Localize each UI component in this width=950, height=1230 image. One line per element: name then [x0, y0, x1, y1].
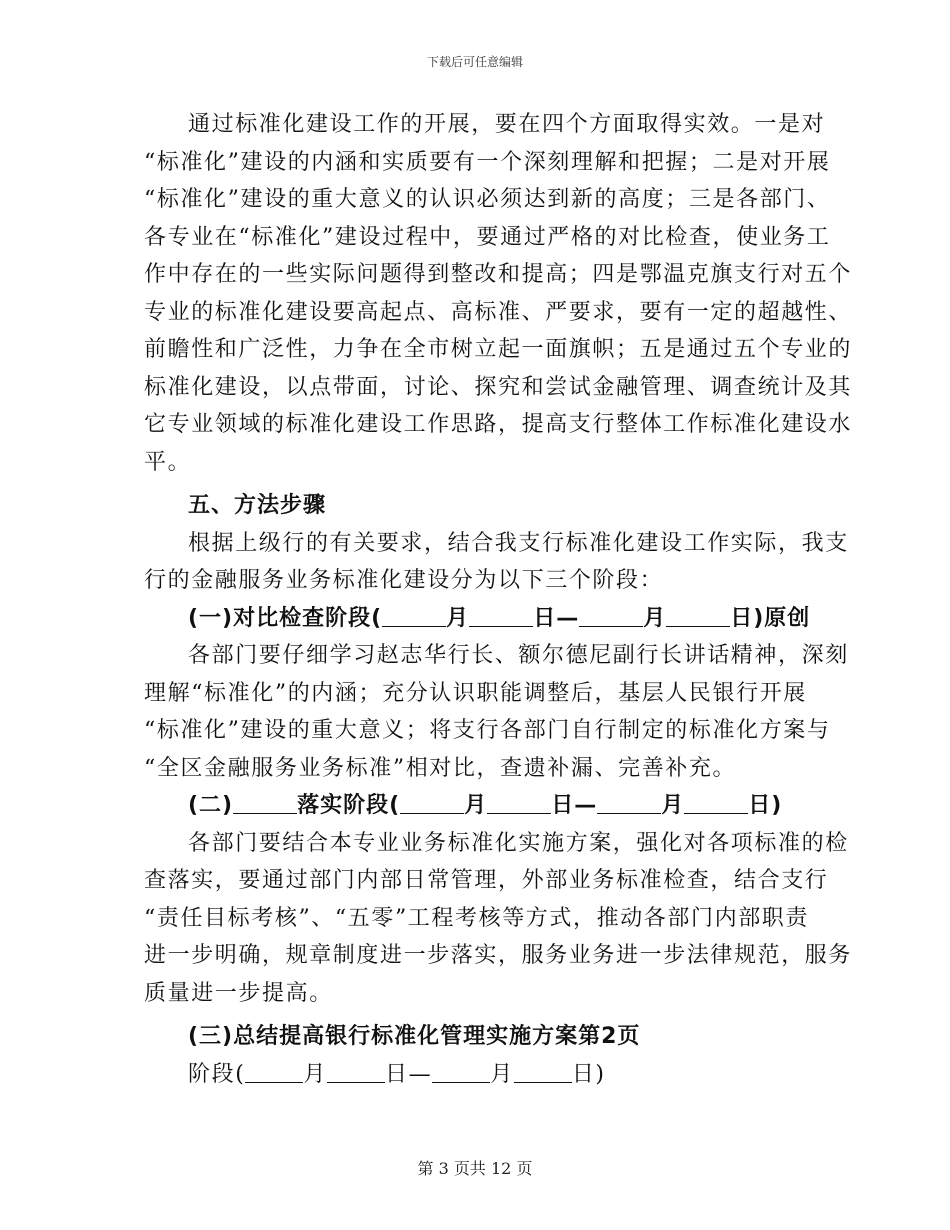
text-line: 质量进一步提高。 — [144, 980, 333, 1006]
text-line: “标准化”建设的重大意义；将支行各部门自行制定的标准化方案与 — [144, 718, 831, 743]
blank-field — [432, 1060, 490, 1083]
blank-field — [469, 604, 533, 627]
stage-3-dates: 阶段( 月 日— 月 日) — [188, 1061, 606, 1087]
blank-field — [487, 791, 551, 814]
paragraph-stage-1 — [144, 637, 849, 787]
blank-field — [597, 791, 661, 814]
text-line: 通过标准化建设工作的开展，要在四个方面取得实效。一是对 — [188, 112, 826, 137]
text-line: 行的金融服务业务标准化建设分为以下三个阶段： — [144, 568, 664, 593]
text-line: “标准化”建设的内涵和实质要有一个深刻理解和把握；二是对开展 — [144, 149, 831, 175]
blank-field — [514, 1060, 572, 1083]
text-line: 进一步明确，规章制度进一步落实，服务业务进一步法律规范，服务 — [144, 943, 853, 968]
text-line: 专业的标准化建设要高起点、高标准、严要求，要有一定的超越性、 — [144, 299, 853, 325]
text-line: 前瞻性和广泛性，力争在全市树立起一面旗帜；五是通过五个专业的 — [144, 337, 853, 362]
section-heading: 五、方法步骤 — [188, 493, 327, 518]
text-line: 作中存在的一些实际问题得到整改和提高；四是鄂温克旗支行对五个 — [144, 262, 853, 287]
stage-1-prefix: (一)对比检查阶段( — [188, 605, 383, 631]
text-line: 标准化建设，以点带面，讨论、探究和尝试金融管理、调查统计及其 — [144, 374, 853, 400]
paragraph-stage-2 — [144, 825, 853, 1013]
paragraph-objectives — [144, 106, 853, 481]
text-line: 查落实，要通过部门内部日常管理，外部业务标准检查，结合支行 — [144, 868, 829, 893]
blank-field — [382, 604, 446, 627]
page-header: 下载后可任意编辑 — [426, 55, 523, 69]
text-line: 各部门要仔细学习赵志华行长、额尔德尼副行长讲话精神，深刻 — [188, 643, 849, 668]
paragraph-stages-intro — [144, 525, 849, 600]
text-line: 各专业在“标准化”建设过程中，要通过严格的对比检查，使业务工 — [144, 224, 831, 250]
blank-field — [684, 791, 748, 814]
stage-2-heading: (二) 落实阶段( 月 日— 月 日) — [188, 793, 783, 818]
text-line: “全区金融服务业务标准”相对比，查遗补漏、完善补充。 — [144, 755, 737, 781]
blank-field — [233, 791, 297, 814]
text-line: 理解“标准化”的内涵；充分认识职能调整后，基层人民银行开展 — [144, 680, 807, 706]
blank-field — [579, 604, 643, 627]
blank-field — [400, 791, 464, 814]
text-line: 它专业领域的标准化建设工作思路，提高支行整体工作标准化建设水 — [144, 412, 853, 437]
stage-1-heading: (一)对比检查阶段( 月 日— 月 日)原创 — [188, 605, 811, 631]
text-line: 各部门要结合本专业业务标准化实施方案，强化对各项标准的检 — [188, 830, 849, 856]
blank-field — [327, 1060, 385, 1083]
text-line: “责任目标考核”、“五零”工程考核等方式，推动各部门内部职责 — [144, 905, 809, 931]
stage-3-heading: (三)总结提高银行标准化管理实施方案第2页 — [188, 1024, 641, 1049]
document-body — [144, 106, 853, 1093]
blank-field — [245, 1060, 303, 1083]
page-number: 第 3 页共 12 页 — [417, 1159, 533, 1178]
text-line: 根据上级行的有关要求，结合我支行标准化建设工作实际，我支 — [188, 530, 849, 556]
text-line: 平。 — [144, 449, 192, 475]
blank-field — [666, 604, 730, 627]
text-line: “标准化”建设的重大意义的认识必须达到新的高度；三是各部门、 — [144, 187, 831, 212]
